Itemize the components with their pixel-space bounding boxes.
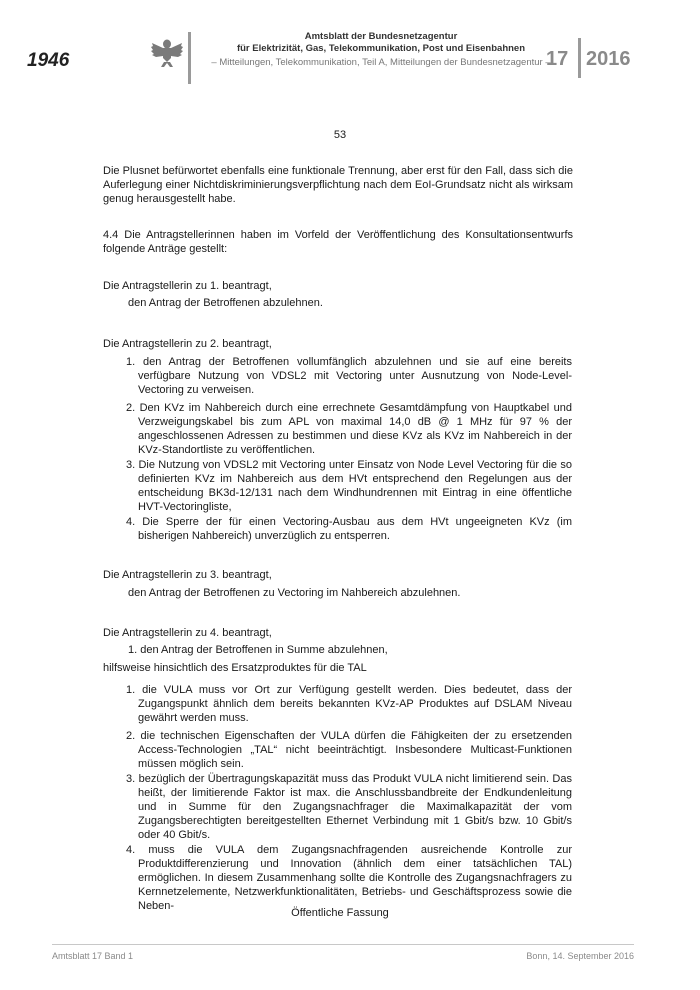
- footer-right: Bonn, 14. September 2016: [526, 951, 634, 961]
- applicant-2-intro: Die Antragstellerin zu 2. beantragt,: [103, 338, 272, 350]
- applicant-1-text: den Antrag der Betroffenen abzulehnen.: [128, 297, 323, 309]
- applicant-3-text: den Antrag der Betroffenen zu Vectoring im Nahbereich abzulehnen.: [128, 587, 461, 599]
- issue-number: 17: [546, 48, 569, 70]
- list-item: 4. muss die VULA dem Zugangsnachfragenden ausreichende Kontrolle zur Produktdifferenzierung und Innovation (ähnlich dem einer tatsächlichen TAL) ermöglichen. In diesem Zusammenhang sollte die Kontrolle des Zugangsnachfragers zu Kernnetzelemente, Netzwerkfunktionalitäten, Betriebs- und Geschäftsprozess sowie die Neben-: [126, 844, 572, 912]
- footer-left: Amtsblatt 17 Band 1: [52, 951, 134, 961]
- paragraph-4-4: 4.4 Die Antragstellerinnen haben im Vorfeld der Veröffentlichung des Konsultationsentwurfs folgende Anträge gestellt:: [103, 229, 573, 255]
- applicant-4-intro: Die Antragstellerin zu 4. beantragt,: [103, 627, 272, 639]
- applicant-1-intro: Die Antragstellerin zu 1. beantragt,: [103, 280, 272, 292]
- issue-divider: [578, 38, 581, 78]
- list-item: 1. den Antrag der Betroffenen vollumfänglich abzulehnen und sie auf eine bereits verfügbare Nutzung von VDSL2 mit Vectoring unter Ausnutzung von Node-Level-Vectoring zu verweisen.: [126, 356, 572, 396]
- applicant-3-intro: Die Antragstellerin zu 3. beantragt,: [103, 569, 272, 581]
- applicant-4-hilfsweise: hilfsweise hinsichtlich des Ersatzproduktes für die TAL: [103, 662, 367, 674]
- applicant-4-item-1: 1. den Antrag der Betroffenen in Summe abzulehnen,: [128, 644, 388, 656]
- list-item: 2. die technischen Eigenschaften der VULA dürfen die Fähigkeiten der zu ersetzenden Access-Technologien „TAL“ nicht beeinträchtigt. Insbesondere Multicast-Funktionen müssen möglich sein.: [126, 730, 572, 770]
- list-item: 4. Die Sperre der für einen Vectoring-Ausbau aus dem HVt ungeeigneten KVz (im bisherigen Nahbereich) unverzüglich zu entsperren.: [126, 516, 572, 542]
- list-item: 3. Die Nutzung von VDSL2 mit Vectoring unter Einsatz von Node Level Vectoring für die so definierten KVz im Nahbereich aus dem HVt entsprechend den Regelungen aus der entscheidung BK3d-12/131 nach dem Windhundrennen mit Eintrag in eine öffentliche HVT-Vectoringliste,: [126, 459, 572, 513]
- list-item: 3. bezüglich der Übertragungskapazität muss das Produkt VULA nicht limitierend sein. Das heißt, der limitierende Faktor ist max. die Anschlussbandbreite der Endkundenleitung und in Summe für den Zugangsnachfrager die Maximalkapazität der vom Zugangsberechtigten bereitgestellten Ethernet Verbindung mit 1 Gbit/s bzw. 10 Gbit/s oder 40 Gbit/s.: [126, 773, 572, 841]
- issue-year: 2016: [586, 48, 631, 70]
- footer-divider: [52, 944, 634, 945]
- header-title-line2: für Elektrizität, Gas, Telekommunikation, Post und Eisenbahnen: [236, 43, 526, 54]
- header-divider: [188, 32, 191, 84]
- federal-eagle-icon: [150, 34, 184, 68]
- paragraph-plusnet: Die Plusnet befürwortet ebenfalls eine funktionale Trennung, aber erst für den Fall, dass sich die Auferlegung einer Nichtdiskriminierungsverpflichtung nach dem EoI-Grundsatz nicht als wirksam genug herausgestellt habe.: [103, 165, 573, 205]
- list-item: 1. die VULA muss vor Ort zur Verfügung gestellt werden. Dies bedeutet, dass der Zugangspunkt ähnlich dem bereits bekannten KVz-AP Produktes auf DSLAM Niveau gewährt werden muss.: [126, 684, 572, 724]
- header-title-line1: Amtsblatt der Bundesnetzagentur: [304, 31, 458, 42]
- list-item: 2. Den KVz im Nahbereich durch eine errechnete Gesamtdämpfung von Hauptkabel und Verzweigungskabel bis zum APL von maximal 14,0 dB @ 1 MHz für 97 % der angeschlossenen Adressen zu bestimmen und diese KVz als KVz im Nahbereich in der KVz-Standortliste zu veröffentlichen.: [126, 402, 572, 456]
- page-number: 1946: [27, 50, 70, 71]
- public-version-label: Öffentliche Fassung: [291, 907, 389, 919]
- doc-page-number: 53: [333, 129, 347, 141]
- header-subtitle: – Mitteilungen, Telekommunikation, Teil A, Mitteilungen der Bundesnetzagentur –: [211, 57, 551, 68]
